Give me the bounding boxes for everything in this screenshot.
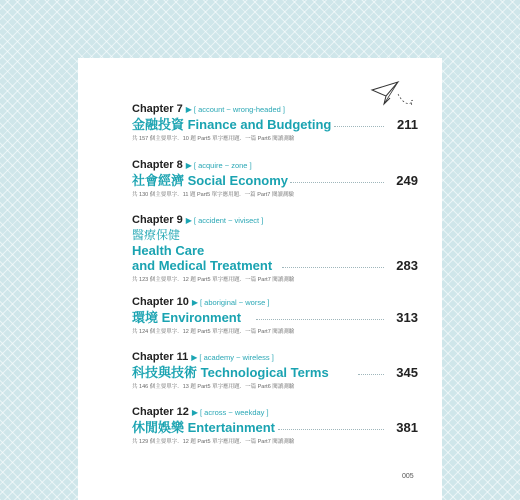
chapter-heading bbox=[132, 405, 418, 420]
chapter-heading bbox=[132, 350, 418, 365]
toc-entry-chapter-10[interactable] bbox=[132, 295, 418, 336]
chapter-title: 環境 Environment bbox=[132, 310, 242, 325]
chapter-title-line: and Medical Treatment bbox=[132, 258, 273, 273]
toc-entry-chapter-12[interactable] bbox=[132, 405, 418, 446]
book-page bbox=[78, 58, 442, 500]
chapter-heading bbox=[132, 102, 418, 117]
chapter-title: 社會經濟 Social Economy bbox=[132, 173, 289, 188]
dot-leader bbox=[334, 126, 384, 127]
chapter-number: Chapter 7 bbox=[132, 103, 183, 115]
chapter-title: 休閒娛樂 Entertainment bbox=[132, 420, 276, 435]
chapter-title-row bbox=[132, 117, 418, 132]
chapter-title-row bbox=[132, 173, 418, 188]
dot-leader bbox=[282, 267, 384, 268]
toc-entry-chapter-11[interactable] bbox=[132, 350, 418, 391]
chapter-note: 共 129 個主要單字．12 題 Part5 單字應用題．一篇 Part7 閱讀測驗 bbox=[132, 439, 295, 445]
dot-leader bbox=[290, 182, 384, 183]
chapter-number: Chapter 11 bbox=[132, 351, 189, 363]
chapter-title: 金融投資 Finance and Budgeting bbox=[132, 117, 332, 132]
toc-entry-chapter-7[interactable] bbox=[132, 102, 418, 143]
page-number: 249 bbox=[396, 173, 418, 188]
chapter-title-row bbox=[132, 228, 418, 273]
chapter-heading bbox=[132, 213, 418, 228]
toc-entry-chapter-8[interactable] bbox=[132, 158, 418, 199]
dot-leader bbox=[278, 429, 384, 430]
word-range: [ across ~ weekday ] bbox=[200, 408, 269, 417]
dot-leader bbox=[256, 319, 384, 320]
chapter-note: 共 146 個主要單字．13 題 Part5 單字應用題．一篇 Part6 閱讀測驗 bbox=[132, 384, 295, 390]
chapter-note: 共 124 個主要單字．12 題 Part5 單字應用題．一篇 Part7 閱讀測驗 bbox=[132, 329, 295, 335]
word-range: [ acquire ~ zone ] bbox=[193, 161, 252, 170]
chapter-title-zh: 醫療保健 bbox=[132, 228, 181, 242]
chapter-heading bbox=[132, 158, 418, 173]
page-number: 283 bbox=[396, 258, 418, 273]
page-number: 313 bbox=[396, 310, 418, 325]
triangle-right-icon: ▶ bbox=[191, 353, 198, 362]
chapter-title-row bbox=[132, 365, 418, 380]
chapter-title-row bbox=[132, 310, 418, 325]
chapter-title-row bbox=[132, 420, 418, 435]
chapter-note: 共 157 個主要單字．10 題 Part5 單字應用題．一篇 Part6 閱讀測驗 bbox=[132, 136, 295, 142]
chapter-number: Chapter 12 bbox=[132, 406, 189, 418]
word-range: [ academy ~ wireless ] bbox=[199, 353, 274, 362]
triangle-right-icon: ▶ bbox=[191, 408, 199, 417]
chapter-note: 共 130 個主要單字．11 題 Part5 單字應用題．一篇 Part7 閱讀測驗 bbox=[132, 192, 294, 198]
word-range: [ account ~ wrong-headed ] bbox=[193, 105, 286, 114]
chapter-heading bbox=[132, 295, 418, 310]
chapter-title: 科技與技術 Technological Terms bbox=[132, 365, 329, 380]
word-range: [ aboriginal ~ worse ] bbox=[200, 298, 270, 307]
triangle-right-icon: ▶ bbox=[191, 298, 199, 307]
page-number: 211 bbox=[397, 117, 418, 132]
chapter-number: Chapter 9 bbox=[132, 214, 183, 226]
chapter-note: 共 123 個主要單字．12 題 Part5 單字應用題．一篇 Part7 閱讀測驗 bbox=[132, 277, 295, 283]
triangle-right-icon: ▶ bbox=[185, 105, 192, 114]
toc-entry-chapter-9[interactable] bbox=[132, 213, 418, 284]
word-range: [ accident ~ vivisect ] bbox=[193, 216, 264, 225]
chapter-title-line: Health Care bbox=[132, 243, 205, 258]
triangle-right-icon: ▶ bbox=[185, 161, 192, 170]
dot-leader bbox=[358, 374, 384, 375]
chapter-number: Chapter 8 bbox=[132, 159, 183, 171]
page-number: 345 bbox=[396, 365, 418, 380]
triangle-right-icon: ▶ bbox=[185, 216, 192, 225]
page-number: 381 bbox=[396, 420, 418, 435]
chapter-number: Chapter 10 bbox=[132, 296, 189, 308]
folio-page-number: 005 bbox=[402, 473, 414, 480]
